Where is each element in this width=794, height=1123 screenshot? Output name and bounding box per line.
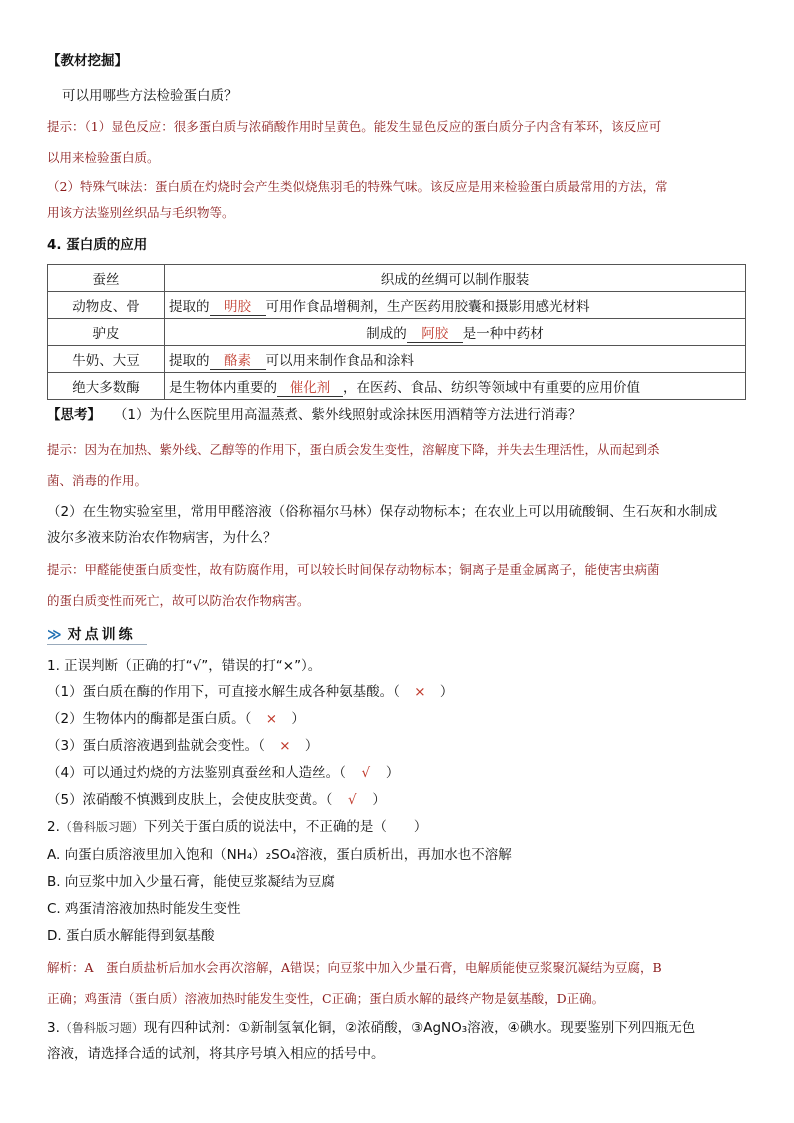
- item-text: ）: [372, 792, 386, 808]
- table-cell: 牛奶、大豆: [48, 346, 165, 373]
- cell-text: 是生物体内重要的: [169, 379, 277, 396]
- item-text: ）: [439, 684, 454, 700]
- think-tag: 【思考】: [47, 407, 101, 423]
- answer-mark: ×: [279, 738, 291, 754]
- question-number: 3.: [47, 1020, 60, 1036]
- cell-text: 是一种中药材: [462, 325, 544, 342]
- hint-text: 提示：因为在加热、紫外线、乙醇等的作用下，蛋白质会发生变性，溶解度下降，并失去生理活性，从而起到杀: [47, 442, 660, 457]
- table-row: [48, 373, 746, 400]
- item-text: ）: [304, 738, 319, 754]
- answer-blank: 酪素: [210, 349, 266, 370]
- answer-mark: ×: [414, 684, 426, 700]
- hint-text: 用该方法鉴别丝织品与毛织物等。: [47, 205, 235, 220]
- question-text: 下列关于蛋白质的说法中，不正确的是（ ）: [143, 819, 428, 835]
- table-row: [48, 319, 746, 346]
- table-cell: [165, 292, 746, 319]
- question-number: 2.: [47, 819, 60, 835]
- section-tag-textbook: 【教材挖掘】: [47, 53, 128, 69]
- double-chevron-icon: ≫: [47, 627, 62, 643]
- section-heading: 4. 蛋白质的应用: [47, 237, 148, 253]
- answer-mark: √: [361, 765, 371, 781]
- think-question: 波尔多液来防治农作物病害，为什么？: [47, 530, 277, 546]
- hint-text: 提示：（1）显色反应：很多蛋白质与浓硝酸作用时呈黄色。能发生显色反应的蛋白质分子内含有苯环，该反应可: [47, 119, 662, 134]
- answer-mark: √: [348, 792, 357, 808]
- think-text: （1）为什么医院里用高温蒸煮、紫外线照射或涂抹医用酒精等方法进行消毒？: [113, 407, 582, 423]
- table-cell: [165, 319, 746, 346]
- question-stem: 1. 正误判断（正确的打“√”，错误的打“×”）。: [47, 658, 322, 674]
- question-source: （鲁科版习题）: [59, 1021, 144, 1035]
- section-title: 对点训练: [67, 627, 136, 643]
- item-text: ）: [385, 765, 400, 781]
- hint-text: 以用来检验蛋白质。: [47, 150, 160, 165]
- item-text: ）: [291, 711, 305, 727]
- option-c: C. 鸡蛋清溶液加热时能发生变性: [47, 901, 241, 917]
- table-cell: [165, 346, 746, 373]
- table-cell: 蚕丝: [48, 265, 165, 292]
- application-table: [47, 264, 746, 400]
- item-text: （3）蛋白质溶液遇到盐就会变性。（: [47, 738, 265, 754]
- section-divider: [47, 644, 147, 645]
- question-text: 溶液，请选择合适的试剂，将其序号填入相应的括号中。: [47, 1046, 385, 1062]
- table-cell: 绝大多数酶: [48, 373, 165, 400]
- question-stem: [47, 818, 427, 836]
- table-row: [48, 292, 746, 319]
- table-cell: 动物皮、骨: [48, 292, 165, 319]
- judge-item: [47, 737, 318, 755]
- table-row: [48, 346, 746, 373]
- hint-text: 提示：甲醛能使蛋白质变性，故有防腐作用，可以较长时间保存动物标本；铜离子是重金属离子，能使害虫病菌: [47, 562, 660, 577]
- analysis-text: 正确；鸡蛋清（蛋白质）溶液加热时能发生变性，C正确；蛋白质水解的最终产物是氨基酸，D正确。: [47, 991, 605, 1006]
- answer-blank: 催化剂: [277, 376, 343, 397]
- table-cell: 织成的丝绸可以制作服装: [165, 265, 746, 292]
- analysis-text: 解析：A 蛋白质盐析后加水会再次溶解，A错误；向豆浆中加入少量石膏，电解质能使豆浆聚沉凝结为豆腐，B: [47, 960, 662, 975]
- item-text: （5）浓硝酸不慎溅到皮肤上，会使皮肤变黄。（: [47, 792, 333, 808]
- option-b: B. 向豆浆中加入少量石膏，能使豆浆凝结为豆腐: [47, 874, 335, 890]
- cell-text: ，在医药、食品、纺织等领域中有重要的应用价值: [343, 379, 640, 396]
- think-question: （2）在生物实验室里，常用甲醛溶液（俗称福尔马林）保存动物标本；在农业上可以用硫酸铜、生石灰和水制成: [47, 504, 718, 520]
- option-a: A. 向蛋白质溶液里加入饱和（NH₄）₂SO₄溶液，蛋白质析出，再加水也不溶解: [47, 847, 512, 863]
- answer-mark: ×: [265, 711, 277, 727]
- item-text: （1）蛋白质在酶的作用下，可直接水解生成各种氨基酸。（: [47, 684, 400, 700]
- question-text: 可以用哪些方法检验蛋白质？: [62, 88, 238, 104]
- hint-text: 的蛋白质变性而死亡，故可以防治农作物病害。: [47, 593, 310, 608]
- hint-text: 菌、消毒的作用。: [47, 473, 148, 488]
- question-stem: [47, 1019, 695, 1037]
- judge-item: [47, 710, 305, 728]
- cell-text: 提取的: [169, 298, 210, 315]
- hint-text: （2）特殊气味法：蛋白质在灼烧时会产生类似烧焦羽毛的特殊气味。该反应是用来检验蛋白质最常用的方法，常: [47, 179, 668, 194]
- question-source: （鲁科版习题）: [59, 820, 144, 834]
- judge-item: [47, 683, 453, 701]
- question-text: 现有四种试剂：①新制氢氧化铜，②浓硝酸，③AgNO₃溶液，④碘水。现要鉴别下列四瓶无色: [143, 1020, 696, 1036]
- cell-text: 提取的: [169, 352, 210, 369]
- option-d: D. 蛋白质水解能得到氨基酸: [47, 928, 215, 944]
- table-row: [48, 265, 746, 292]
- think-question: [47, 406, 581, 424]
- judge-item: [47, 791, 386, 809]
- section-header-practice: [47, 626, 136, 644]
- cell-text: 制成的: [366, 325, 407, 342]
- item-text: （2）生物体内的酶都是蛋白质。（: [47, 711, 252, 727]
- cell-text: 可用作食品增稠剂，生产医药用胶囊和摄影用感光材料: [265, 298, 590, 315]
- judge-item: [47, 764, 399, 782]
- table-cell: [165, 373, 746, 400]
- answer-blank: 阿胶: [407, 322, 463, 343]
- item-text: （4）可以通过灼烧的方法鉴别真蚕丝和人造丝。（: [47, 765, 346, 781]
- table-cell: 驴皮: [48, 319, 165, 346]
- cell-text: 可以用来制作食品和涂料: [265, 352, 414, 369]
- answer-blank: 明胶: [210, 295, 266, 316]
